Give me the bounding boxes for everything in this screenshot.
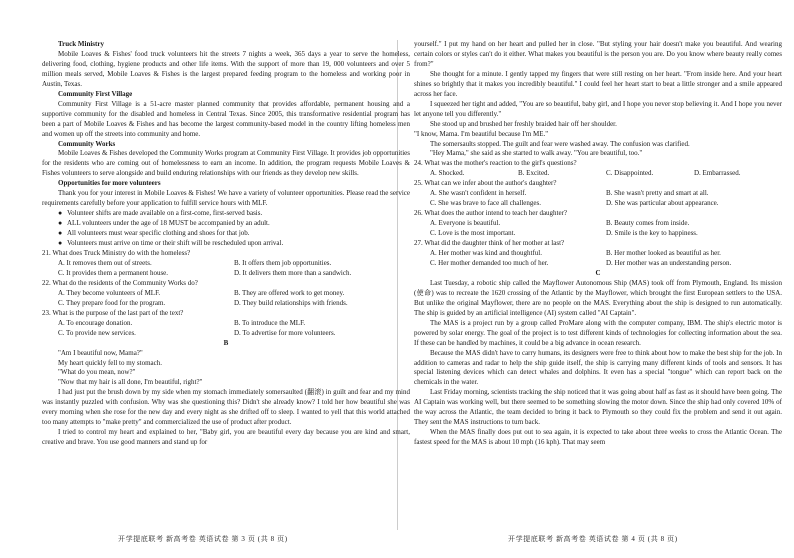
- option-a: A. They become volunteers of MLF.: [58, 288, 161, 297]
- section-c-label: C: [595, 268, 601, 277]
- story-paragraph: She thought for a minute. I gently tapped my fingers that were still resting on her heart. "From inside here. And your heart shines so brightly that it makes you incredibly beautiful." I could feel her heart start to beat a little stronger and a smile appeared across her face.: [414, 69, 782, 98]
- question-24-options: [414, 169, 782, 179]
- passage-c-paragraph: The MAS is a project run by a group called ProMare along with the computer company, IBM. The ship's electric motor is powered by solar energy. The goal of the project is to test different kinds of technologies for collecting information about the sea. If these can be handled by machines, it could be a big advance in ocean research.: [414, 318, 782, 347]
- option-b: B. They are offered work to get money.: [234, 288, 345, 297]
- question-27-options: [414, 249, 782, 269]
- option-a: A. Shocked.: [430, 169, 465, 178]
- option-a: A. Her mother was kind and thoughtful.: [430, 249, 542, 258]
- question-26-options: [414, 219, 782, 239]
- question-22-options: [42, 289, 410, 309]
- bullet-text: Volunteers must arrive on time or their shift will be rescheduled upon arrival.: [67, 239, 284, 248]
- works-heading: Community Works: [58, 139, 116, 148]
- story-paragraph: The somersaults stopped. The guilt and fear were washed away. The confusion was clarified.: [430, 139, 690, 148]
- question-23: 23. What is the purpose of the last part of the text?: [42, 308, 184, 317]
- bullet-icon: ●: [58, 239, 63, 248]
- story-paragraph: I tried to control my heart and explained to her, "Baby girl, you are beautiful every day because you are kind and smart, creative and brave. You use good manners and stand up for: [42, 428, 410, 447]
- option-a: A. It removes them out of streets.: [58, 258, 152, 267]
- story-paragraph: I had just put the brush down by my side when my stomach immediately somersaulted (翻滚) in guilt and fear and my mind was instantly puzzled with confusion. Why was she questioning this? Didn't she already know? I told her how beautiful she was every morning when she rose for the new day and every night as she drifted off to sleep. I wanted to yell that this world attached too many attempts to "make pretty" and commercialized the use of product after product.: [42, 388, 410, 427]
- question-25: 25. What can we infer about the author's daughter?: [414, 179, 557, 188]
- option-a: A. She wasn't confident in herself.: [430, 189, 527, 198]
- option-d: D. She was particular about appearance.: [606, 199, 719, 208]
- question-23-options: [42, 319, 410, 339]
- question-25-options: [414, 189, 782, 209]
- option-d: D. They build relationships with friends.: [234, 298, 348, 307]
- option-a: A. Everyone is beautiful.: [430, 219, 501, 228]
- story-line: My heart quickly fell to my stomach.: [58, 358, 163, 367]
- passage-c-paragraph: Last Tuesday, a robotic ship called the Mayflower Autonomous Ship (MAS) took off from Plymouth, England. Its mission (使命) was to recreate the 1620 crossing of the Atlantic by the Mayflower, which brought the first European settlers to the USA. But unlike the original Mayflower, there are no people on the MAS. Everything about the ship is designed to run automatically. The ship is guided by an artificial intelligence (AI) system called "AI Captain".: [414, 278, 782, 317]
- option-c: C. To provide new services.: [58, 328, 136, 337]
- passage-c-paragraph: Last Friday morning, scientists tracking the ship noticed that it was going about half as fast as it should have been going. The AI Captain was working well, but there seemed to be something slowing the motor down. Since the ship had only covered 10% of the way across the Atlantic, the team decided to bring it back to Plymouth so they could fix the problem and send it out again. They sent the MAS instructions to turn back.: [414, 388, 782, 427]
- question-26: 26. What does the author intend to teach her daughter?: [414, 209, 568, 218]
- bullet-text: All volunteers must wear specific clothing and shoes for that job.: [67, 229, 250, 238]
- bullet-icon: ●: [58, 229, 63, 238]
- question-21-options: [42, 259, 410, 279]
- story-paragraph: yourself." I put my hand on her heart and pulled her in close. "But styling your hair doesn't make you beautiful. And wearing certain colors or styles can't do it either. What makes you beautiful is the person you are. Do you know where beauty really comes from?": [414, 40, 782, 68]
- bullet-icon: ●: [58, 209, 63, 218]
- bullet-item: [42, 219, 410, 229]
- truck-paragraph: Mobile Loaves & Fishes' food truck volunteers hit the streets 7 nights a week, 365 days a year to serve the homeless, delivering food, clothing, hygiene products and other life items. With the support of more than 19, 000 volunteers and over 5 million meals served, Mobile Loaves & Fishes is the largest prepared feeding program to the homeless and working poor in Austin, Texas.: [42, 49, 410, 88]
- option-c: C. Love is the most important.: [430, 229, 516, 238]
- option-a: A. To encourage donation.: [58, 318, 133, 327]
- page-4-footer: 开学提底联考 新高考卷 英语试卷 第 4 页 (共 8 页): [508, 535, 678, 543]
- bullet-item: [42, 229, 410, 239]
- question-27: 27. What did the daughter think of her mother at last?: [414, 239, 565, 248]
- opportunities-paragraph: Thank you for your interest in Mobile Loaves & Fishes! We have a variety of volunteer opportunities. Please read the service requirements carefully before your application to fulfill service hours with MLF.: [42, 189, 410, 208]
- story-paragraph: "I know, Mama. I'm beautiful because I'm ME.": [414, 129, 549, 138]
- option-d: D. To advertise for more volunteers.: [234, 328, 336, 337]
- option-c: C. It provides them a permanent house.: [58, 268, 169, 277]
- question-21: 21. What does Truck Ministry do with the homeless?: [42, 249, 191, 258]
- question-24: 24. What was the mother's reaction to the girl's questions?: [414, 159, 577, 168]
- section-b-label: B: [223, 338, 229, 347]
- bullet-text: Volunteer shifts are made available on a first-come, first-served basis.: [67, 209, 263, 218]
- option-b: B. To introduce the MLF.: [234, 318, 306, 327]
- page-3-footer: 开学提底联考 新高考卷 英语试卷 第 3 页 (共 8 页): [118, 535, 288, 543]
- bullet-item: [42, 209, 410, 219]
- option-b: B. It offers them job opportunities.: [234, 258, 332, 267]
- story-line: "What do you mean, now?": [58, 368, 136, 377]
- option-d: D. Embarrassed.: [694, 169, 741, 178]
- village-heading: Community First Village: [58, 89, 133, 98]
- story-line: "Am I beautiful now, Mama?": [58, 348, 143, 357]
- bullet-item: [42, 239, 410, 249]
- opportunities-heading: Opportunities for more volunteers: [58, 179, 161, 188]
- option-b: B. Beauty comes from inside.: [606, 219, 690, 228]
- page-4-column: [414, 40, 782, 448]
- option-c: C. Her mother demanded too much of her.: [430, 258, 549, 267]
- village-paragraph: Community First Village is a 51-acre master planned community that provides affordable, permanent housing and a supportive community for the disabled and homeless in Central Texas. Since 2005, this transformative residential program has been a part of Mobile Loaves & Fishes and has become the largest community-based model in the country lifting homeless men and women up off the streets into community and home.: [42, 99, 410, 138]
- story-line: "Now that my hair is all done, I'm beautiful, right?": [58, 378, 203, 387]
- option-b: B. Excited.: [518, 169, 550, 178]
- story-paragraph: "Hey Mama," she said as she started to walk away. "You are beautiful, too.": [430, 149, 643, 158]
- option-c: C. She was brave to face all challenges.: [430, 199, 541, 208]
- bullet-text: ALL volunteers under the age of 18 MUST be accompanied by an adult.: [67, 219, 270, 228]
- truck-heading: Truck Ministry: [58, 40, 104, 48]
- passage-c-paragraph: When the MAS finally does put out to sea again, it is expected to take about three weeks to cross the Atlantic Ocean. The fastest speed for the MAS is about 10 mph (16 kph). That may seem: [414, 428, 782, 447]
- option-d: D. It delivers them more than a sandwich.: [234, 268, 352, 277]
- story-paragraph: She stood up and brushed her freshly braided hair off her shoulder.: [430, 119, 617, 128]
- option-d: D. Smile is the key to happiness.: [606, 229, 698, 238]
- question-22: 22. What do the residents of the Community Works do?: [42, 278, 198, 287]
- option-d: D. Her mother was an understanding person.: [606, 258, 732, 267]
- story-paragraph: I squeezed her tight and added, "You are so beautiful, baby girl, and I hope you never stop believing it. And I hope you never let anyone tell you differently.": [414, 99, 782, 118]
- option-b: B. Her mother looked as beautiful as her.: [606, 249, 721, 258]
- option-c: C. They prepare food for the program.: [58, 298, 166, 307]
- works-paragraph: Mobile Loaves & Fishes developed the Community Works program at Community First Village. It provides job opportunities for the residents who are coming out of homelessness to earn an income. In addition, the program requests Mobile Loaves & Fishes volunteers to serve alongside and build enduring relationships with our friends as they develop new skills.: [42, 149, 410, 178]
- passage-c-paragraph: Because the MAS didn't have to carry humans, its designers were free to think about how to make the best ship for the job. In addition to cameras and radar to help the ship guide itself, the ship is carrying many different kinds of tools and sensors. It has special listening devices which can detect whales and dolphins. It even has a special "tongue" which can report back on the chemicals in the water.: [414, 348, 782, 387]
- option-b: B. She wasn't pretty and smart at all.: [606, 189, 709, 198]
- page-3-column: [42, 40, 410, 448]
- bullet-icon: ●: [58, 219, 63, 228]
- option-c: C. Disappointed.: [606, 169, 654, 178]
